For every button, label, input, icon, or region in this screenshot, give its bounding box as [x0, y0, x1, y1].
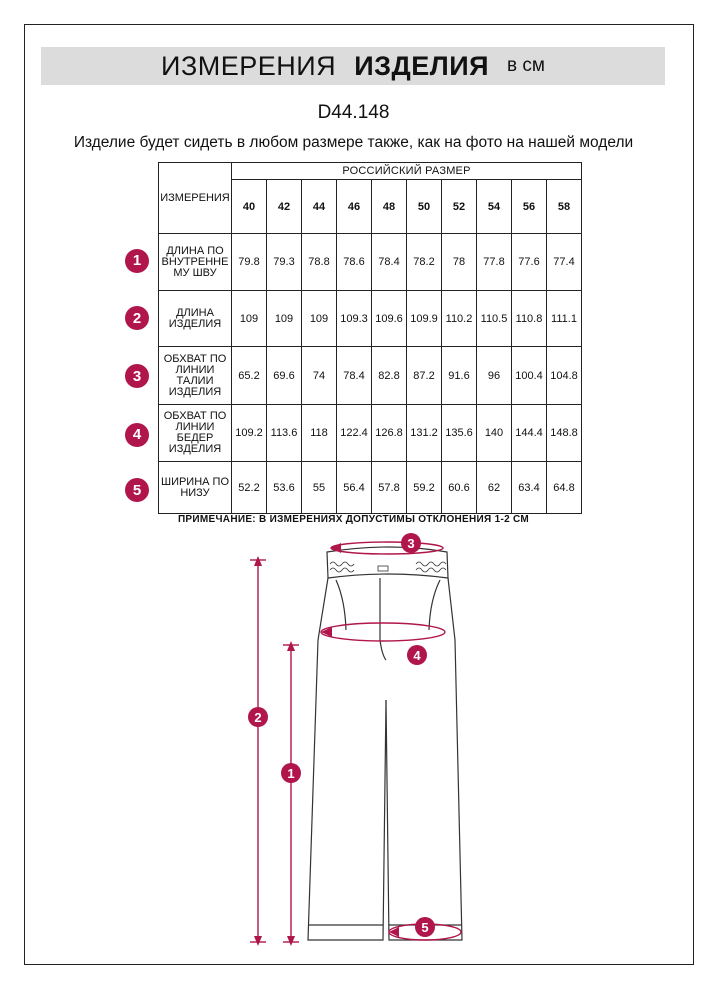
table-cell: 79.8: [232, 234, 267, 291]
row-label-line: ЛИНИИ: [175, 421, 215, 433]
table-cell: 79.3: [267, 234, 302, 291]
size-header: 44: [302, 180, 337, 234]
table-cell: 59.2: [407, 462, 442, 514]
table-cell: 131.2: [407, 405, 442, 462]
row-label-line: ДЛИНА ПО: [166, 244, 224, 257]
size-header: 56: [512, 180, 547, 234]
table-cell: 62: [477, 462, 512, 514]
size-header: 48: [372, 180, 407, 234]
row-label-line: ЛИНИИ: [175, 363, 215, 376]
table-cell: 122.4: [337, 405, 372, 462]
elastic-gathers: [330, 562, 446, 572]
table-cell: 52.2: [232, 462, 267, 514]
size-header: 54: [477, 180, 512, 234]
table-cell: 110.2: [442, 291, 477, 347]
size-header: 58: [547, 180, 582, 234]
row-label-line: ДЛИНА: [176, 306, 214, 319]
table-cell: 87.2: [407, 347, 442, 405]
table-cell: 110.8: [512, 291, 547, 347]
row-number-badge: 2: [125, 306, 149, 330]
table-cell: 109.3: [337, 291, 372, 347]
table-cell: 65.2: [232, 347, 267, 405]
table-cell: 78.2: [407, 234, 442, 291]
table-cell: 109.6: [372, 291, 407, 347]
size-group-label: РОССИЙСКИЙ РАЗМЕР: [232, 163, 582, 180]
table-cell: 91.6: [442, 347, 477, 405]
table-cell: 78: [442, 234, 477, 291]
trousers-outline: [308, 547, 462, 940]
table-cell: 53.6: [267, 462, 302, 514]
row-label-line: ИЗДЕЛИЯ: [168, 317, 222, 330]
size-header: 52: [442, 180, 477, 234]
row-label-line: МУ ШВУ: [173, 266, 217, 279]
marker-4: [407, 645, 427, 665]
table-cell: 140: [477, 405, 512, 462]
row-label-line: ТАЛИИ: [176, 374, 214, 387]
table-cell: 144.4: [512, 405, 547, 462]
svg-text:5: 5: [421, 920, 429, 935]
row-number-badge: 4: [125, 423, 149, 447]
table-cell: 77.8: [477, 234, 512, 291]
table-cell: 109: [267, 291, 302, 347]
size-header: 46: [337, 180, 372, 234]
table-cell: 113.6: [267, 405, 302, 462]
svg-text:4: 4: [413, 648, 421, 663]
row-label-line: ИЗДЕЛИЯ: [168, 443, 222, 455]
table-cell: 100.4: [512, 347, 547, 405]
table-cell: 57.8: [372, 462, 407, 514]
row-label-line: БЕДЕР: [176, 432, 214, 444]
table-cell: 126.8: [372, 405, 407, 462]
table-cell: 55: [302, 462, 337, 514]
size-header: 50: [407, 180, 442, 234]
marker-1: [281, 763, 301, 783]
svg-text:2: 2: [254, 710, 262, 725]
row-label-line: ШИРИНА ПО: [160, 475, 230, 488]
table-cell: 148.8: [547, 405, 582, 462]
title-part-product: ИЗДЕЛИЯ: [354, 50, 490, 81]
row-label-line: НИЗУ: [180, 486, 210, 499]
marker-2: [248, 707, 268, 727]
table-cell: 78.8: [302, 234, 337, 291]
row-label-line: ОБХВАТ ПО: [163, 352, 227, 365]
fit-note: Изделие будет сидеть в любом размере также, как на фото на нашей модели: [73, 134, 634, 151]
table-cell: 74: [302, 347, 337, 405]
table-cell: 118: [302, 405, 337, 462]
table-cell: 78.6: [337, 234, 372, 291]
svg-text:3: 3: [407, 536, 415, 551]
title-part-units: в см: [507, 55, 545, 76]
title-part-measurements: ИЗМЕРЕНИЯ: [161, 50, 337, 81]
size-header: 40: [232, 180, 267, 234]
table-cell: 69.6: [267, 347, 302, 405]
row-number-badge: 3: [125, 364, 149, 388]
table-cell: 109.9: [407, 291, 442, 347]
table-cell: 110.5: [477, 291, 512, 347]
table-cell: 77.6: [512, 234, 547, 291]
table-cell: 64.8: [547, 462, 582, 514]
row-number-badge: 5: [125, 478, 149, 502]
table-cell: 56.4: [337, 462, 372, 514]
product-code: D44.148: [317, 102, 390, 123]
size-header: 42: [267, 180, 302, 234]
table-cell: 135.6: [442, 405, 477, 462]
table-cell: 82.8: [372, 347, 407, 405]
table-cell: 78.4: [372, 234, 407, 291]
marker-5: [415, 917, 435, 937]
table-cell: 63.4: [512, 462, 547, 514]
row-label-line: ИЗДЕЛИЯ: [168, 385, 222, 398]
table-cell: 60.6: [442, 462, 477, 514]
table-cell: 104.8: [547, 347, 582, 405]
table-cell: 109: [302, 291, 337, 347]
arrow-heads: [254, 543, 399, 946]
table-cell: 78.4: [337, 347, 372, 405]
table-cell: 109.2: [232, 405, 267, 462]
svg-text:1: 1: [287, 766, 295, 781]
row-label-line: ВНУТРЕННЕ: [161, 255, 229, 268]
corner-label: ИЗМЕРЕНИЯ: [159, 163, 232, 234]
row-label-line: ОБХВАТ ПО: [163, 410, 227, 422]
table-cell: 77.4: [547, 234, 582, 291]
table-cell: 111.1: [547, 291, 582, 347]
measurement-lines: [250, 542, 461, 942]
table-cell: 109: [232, 291, 267, 347]
row-number-badge: 1: [125, 249, 149, 273]
table-cell: 96: [477, 347, 512, 405]
tolerance-note: ПРИМЕЧАНИЕ: В ИЗМЕРЕНИЯХ ДОПУСТИМЫ ОТКЛОНЕНИЯ 1-2 СМ: [177, 514, 530, 525]
marker-3: [401, 533, 421, 553]
